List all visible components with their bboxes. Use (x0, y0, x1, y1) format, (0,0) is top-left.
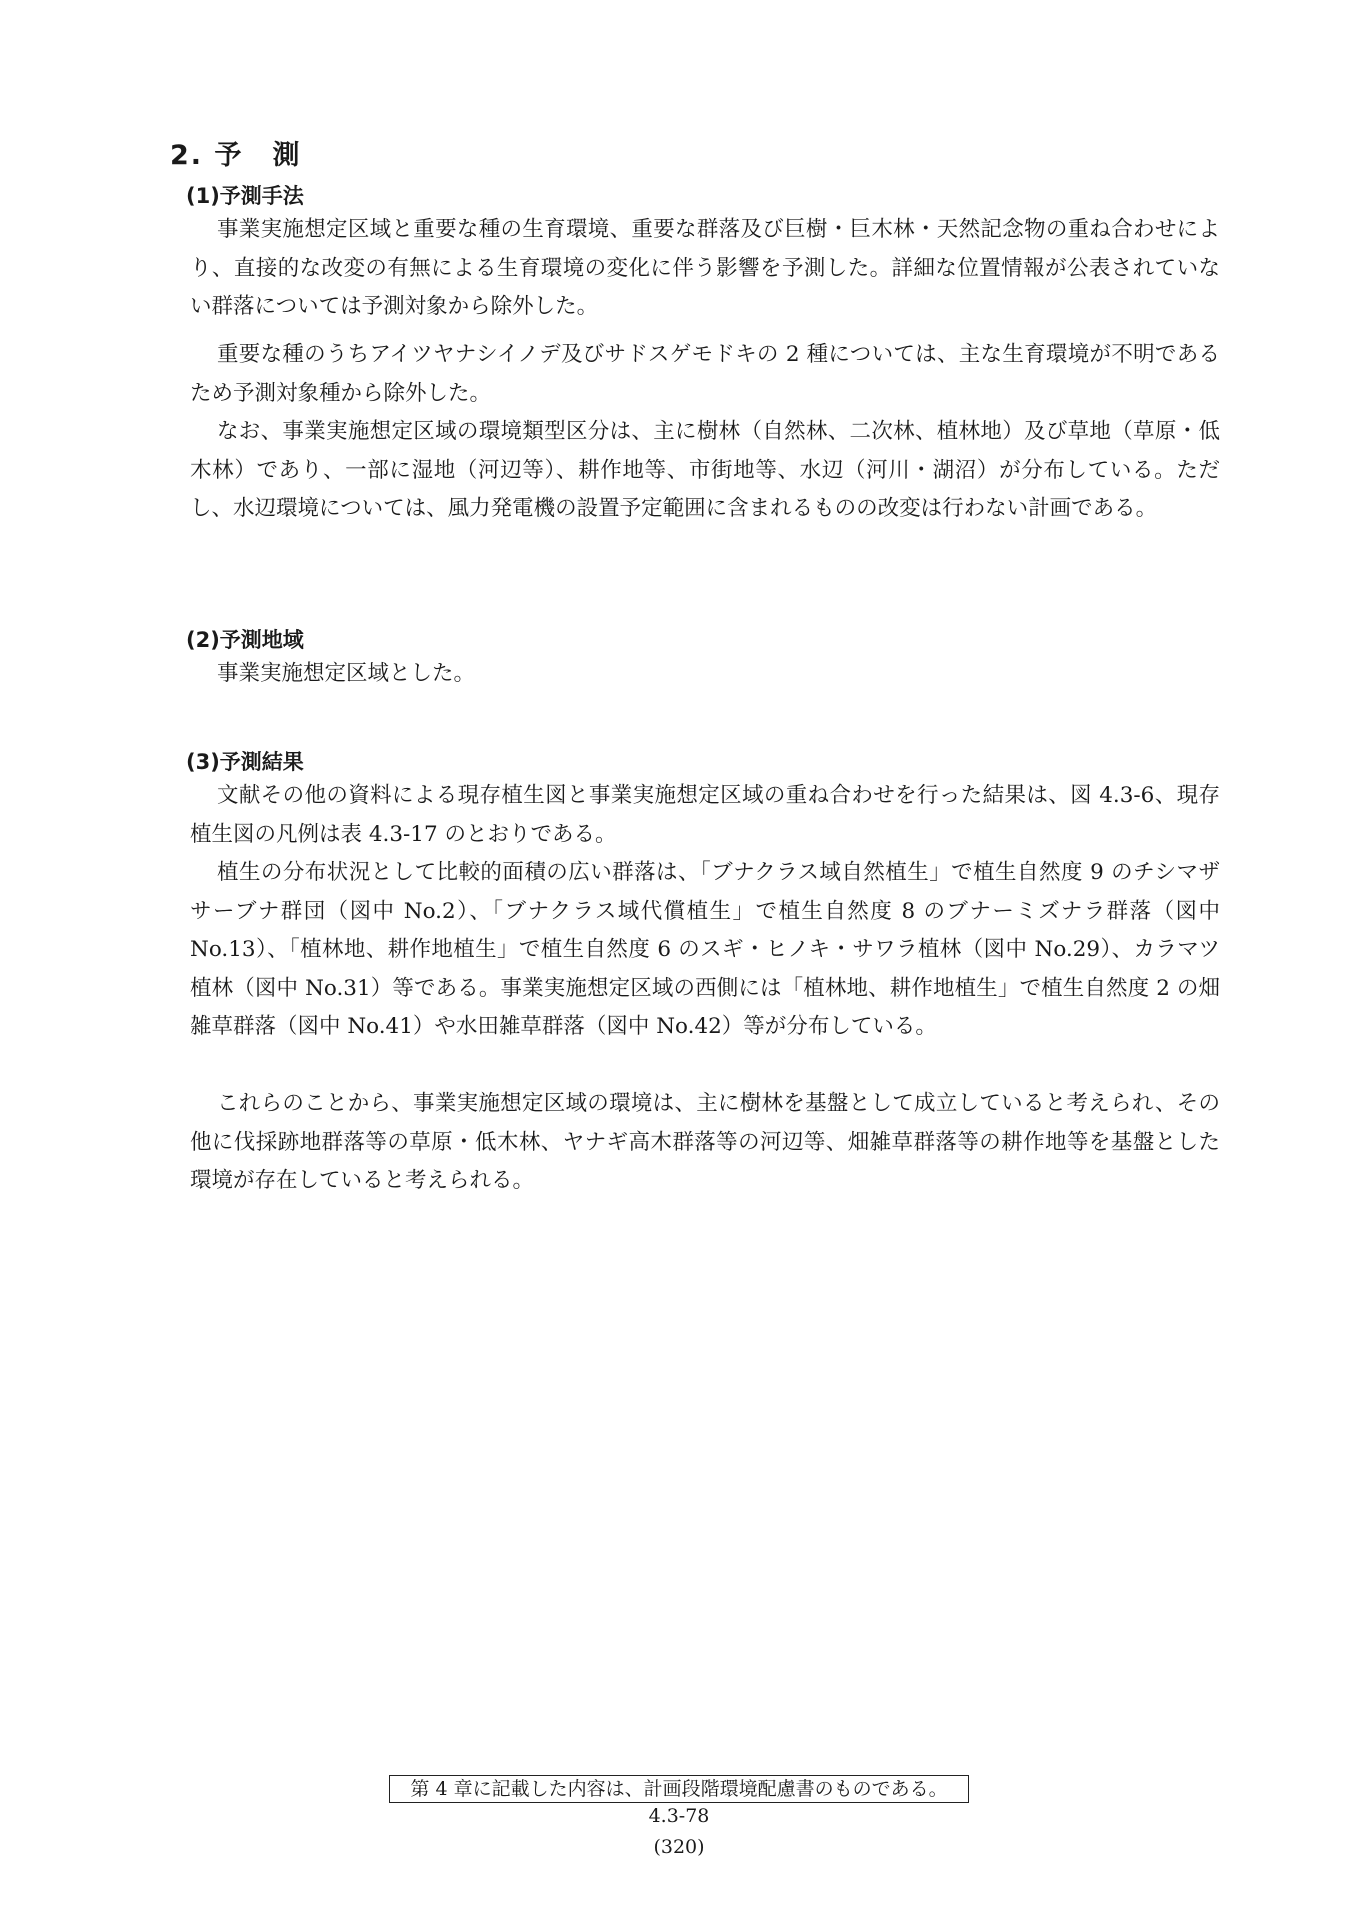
section-title: 2. 予 測 (170, 140, 302, 171)
footer-note: 第 4 章に記載した内容は、計画段階環境配慮書のものである。 (389, 1775, 969, 1803)
paragraph: 文献その他の資料による現存植生図と事業実施想定区域の重ね合わせを行った結果は、図 4.3-6、現存植生図の凡例は表 4.3-17 のとおりである。 (190, 783, 1220, 847)
paragraph: これらのことから、事業実施想定区域の環境は、主に樹林を基盤として成立していると考えられ、その他に伐採跡地群落等の草原・低木林、ヤナギ高木群落等の河辺等、畑雑草群落等の耕作地等を基盤とした環境が存在していると考えられる。 (190, 1091, 1220, 1193)
paragraph: 植生の分布状況として比較的面積の広い群落は、「ブナクラス域自然植生」で植生自然度 9 のチシマザサーブナ群団（図中 No.2）、「ブナクラス域代償植生」で植生自然度 8 のブナーミズナラ群落（図中 No.13）、「植林地、耕作地植生」で植生自然度 6 のスギ・ヒノキ・サワラ植林（図中 No.29）、カラマツ植林（図中 No.31）等である。事業実施想定区域の西側には「植林地、耕作地植生」で植生自然度 2 の畑雑草群落（図中 No.41）や水田雑草群落（図中 No.42）等が分布している。 (190, 860, 1220, 1039)
page-number: (320) (653, 1836, 705, 1858)
paragraph: 事業実施想定区域とした。 (217, 661, 476, 686)
paragraph: 重要な種のうちアイツヤナシイノデ及びサドスゲモドキの 2 種については、主な生育環境が不明であるため予測対象種から除外した。 (190, 342, 1220, 406)
paragraph: なお、事業実施想定区域の環境類型区分は、主に樹林（自然林、二次林、植林地）及び草地（草原・低木林）であり、一部に湿地（河辺等）、耕作地等、市街地等、水辺（河川・湖沼）が分布している。ただし、水辺環境については、風力発電機の設置予定範囲に含まれるものの改変は行わない計画である。 (190, 419, 1220, 521)
subsection-heading-result: (3)予測結果 (186, 750, 304, 774)
paragraph: 事業実施想定区域と重要な種の生育環境、重要な群落及び巨樹・巨木林・天然記念物の重ね合わせにより、直接的な改変の有無による生育環境の変化に伴う影響を予測した。詳細な位置情報が公表されていない群落については予測対象から除外した。 (190, 217, 1220, 319)
subsection-heading-method: (1)予測手法 (186, 184, 304, 208)
subsection-heading-area: (2)予測地域 (186, 628, 304, 652)
section-page-number: 4.3-78 (648, 1805, 710, 1827)
